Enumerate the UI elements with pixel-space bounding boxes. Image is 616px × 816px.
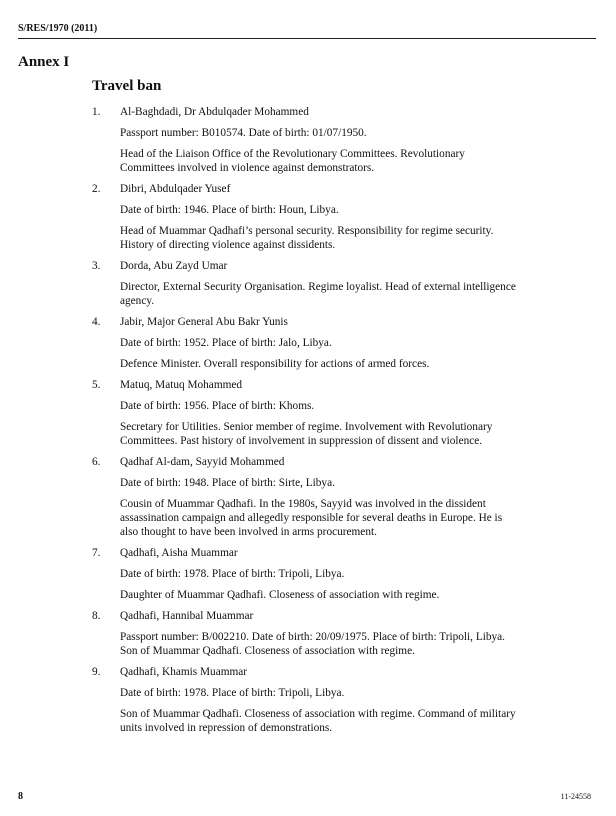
entry-heading bbox=[92, 455, 522, 469]
list-item bbox=[92, 315, 522, 371]
entry-name: Dorda, Abu Zayd Umar bbox=[120, 260, 228, 272]
entry-name: Dibri, Abdulqader Yusef bbox=[120, 183, 231, 195]
entry-name: Al-Baghdadi, Dr Abdulqader Mohammed bbox=[120, 106, 309, 118]
entry-description: Secretary for Utilities. Senior member of regime. Involvement with Revolutionary Committees. Past history of involvement in suppression of dissent and violence. bbox=[120, 421, 493, 447]
entry-description: Director, External Security Organisation. Regime loyalist. Head of external intelligence agency. bbox=[120, 281, 516, 307]
entry-number: 7. bbox=[92, 547, 101, 559]
entry-name: Matuq, Matuq Mohammed bbox=[120, 379, 243, 391]
entry-number: 6. bbox=[92, 456, 101, 468]
page-number: 8 bbox=[18, 791, 23, 802]
entry-description: Son of Muammar Qadhafi. Closeness of association with regime. Command of military units involved in repression of demonstrations. bbox=[120, 708, 516, 734]
entry-description: Head of the Liaison Office of the Revolutionary Committees. Revolutionary Committees involved in violence against demonstrators. bbox=[120, 148, 465, 174]
list-item bbox=[92, 665, 522, 735]
entry-description: Defence Minister. Overall responsibility for actions of armed forces. bbox=[120, 358, 430, 370]
entry-details: Date of birth: 1978. Place of birth: Tripoli, Libya. bbox=[120, 568, 345, 580]
entry-name: Jabir, Major General Abu Bakr Yunis bbox=[120, 316, 288, 328]
entry-details: Date of birth: 1952. Place of birth: Jalo, Libya. bbox=[120, 337, 332, 349]
entry-description: Passport number: B/002210. Date of birth: 20/09/1975. Place of birth: Tripoli, Libya. Son of Muammar Qadhafi. Closeness of association with regime. bbox=[120, 631, 506, 657]
entry-number: 2. bbox=[92, 183, 101, 195]
entry-heading bbox=[92, 315, 522, 329]
entry-name: Qadhafi, Hannibal Muammar bbox=[120, 610, 254, 622]
list-item bbox=[92, 546, 522, 602]
entry-number: 8. bbox=[92, 610, 101, 622]
list-item bbox=[92, 609, 522, 658]
entry-details: Date of birth: 1956. Place of birth: Khoms. bbox=[120, 400, 315, 412]
entry-description: Daughter of Muammar Qadhafi. Closeness of association with regime. bbox=[120, 589, 440, 601]
entry-heading bbox=[92, 546, 522, 560]
entry-number: 9. bbox=[92, 666, 101, 678]
entry-number: 5. bbox=[92, 379, 101, 391]
document-number: 11-24558 bbox=[560, 792, 591, 801]
list-item bbox=[92, 455, 522, 539]
annex-title: Annex I bbox=[18, 54, 70, 70]
section-title: Travel ban bbox=[92, 78, 162, 94]
entry-details: Passport number: B010574. Date of birth: 01/07/1950. bbox=[120, 127, 367, 139]
entry-details: Date of birth: 1978. Place of birth: Tripoli, Libya. bbox=[120, 687, 345, 699]
entry-heading bbox=[92, 259, 522, 273]
document-symbol: S/RES/1970 (2011) bbox=[18, 23, 596, 39]
list-item bbox=[92, 259, 522, 308]
entry-name: Qadhafi, Aisha Muammar bbox=[120, 547, 238, 559]
entry-name: Qadhaf Al-dam, Sayyid Mohammed bbox=[120, 456, 285, 468]
entry-description: Cousin of Muammar Qadhafi. In the 1980s, Sayyid was involved in the dissident assassination campaign and allegedly responsible for several deaths in Europe. He is also thought to have been involved in arms procurement. bbox=[120, 498, 503, 538]
travel-ban-list bbox=[92, 105, 522, 742]
entry-heading bbox=[92, 665, 522, 679]
entry-heading bbox=[92, 378, 522, 392]
entry-heading bbox=[92, 105, 522, 119]
entry-description: Head of Muammar Qadhafi’s personal security. Responsibility for regime security. History of directing violence against dissidents. bbox=[120, 225, 494, 251]
entry-details: Date of birth: 1946. Place of birth: Houn, Libya. bbox=[120, 204, 339, 216]
list-item bbox=[92, 182, 522, 252]
entry-number: 3. bbox=[92, 260, 101, 272]
entry-number: 4. bbox=[92, 316, 101, 328]
entry-name: Qadhafi, Khamis Muammar bbox=[120, 666, 248, 678]
list-item bbox=[92, 378, 522, 448]
entry-heading bbox=[92, 182, 522, 196]
list-item bbox=[92, 105, 522, 175]
entry-heading bbox=[92, 609, 522, 623]
entry-number: 1. bbox=[92, 106, 101, 118]
entry-details: Date of birth: 1948. Place of birth: Sirte, Libya. bbox=[120, 477, 335, 489]
